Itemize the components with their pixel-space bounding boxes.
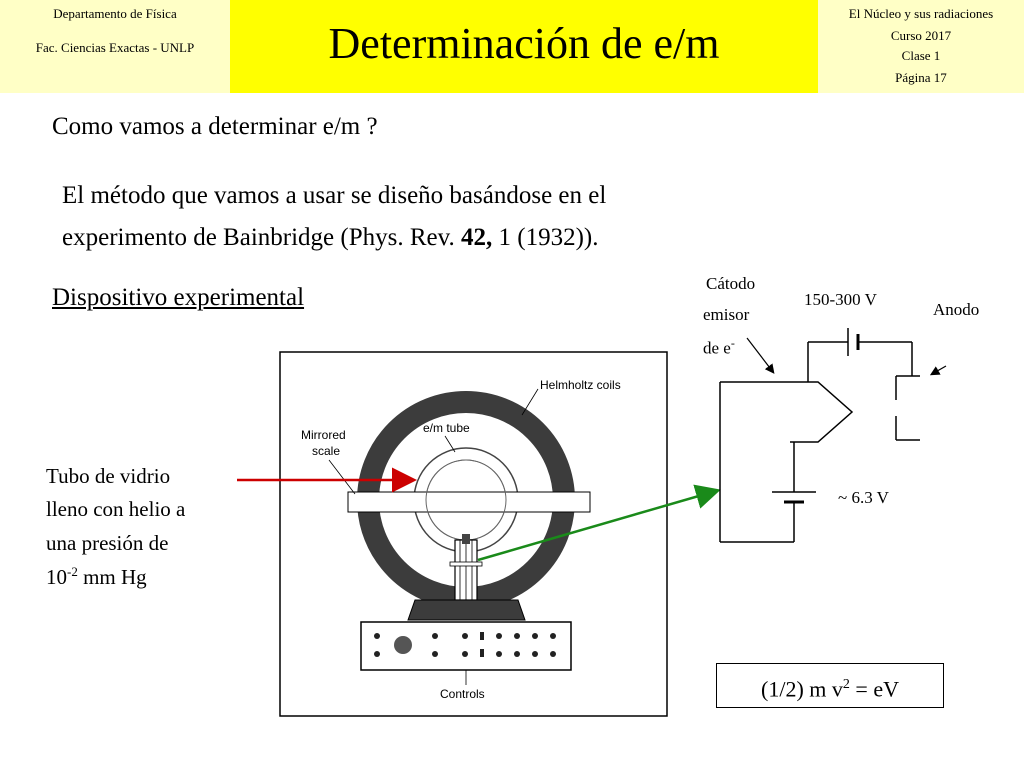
tube-note-line1: Tubo de vidrio — [46, 464, 171, 488]
control-panel — [361, 622, 571, 670]
cathode-label-line2: emisor — [703, 305, 750, 324]
header-course-name: El Núcleo y sus radiaciones — [848, 6, 994, 21]
mirrored-scale — [348, 492, 590, 512]
device-heading: Dispositivo experimental — [52, 284, 305, 311]
method-text-suffix: 1 (1932)). — [492, 224, 599, 251]
tube-note-line2: lleno con helio a — [46, 497, 186, 521]
pressure-exponent: -2 — [67, 564, 78, 579]
method-text-volume: 42, — [461, 224, 493, 251]
anode-pointer — [932, 366, 946, 374]
header-page-number: Página 17 — [895, 70, 947, 85]
header-class: Clase 1 — [901, 48, 941, 63]
apparatus-diagram — [280, 352, 667, 716]
mirrored-scale-label-line2: scale — [312, 444, 341, 458]
formula-exponent: 2 — [842, 677, 850, 692]
anode-label: Anodo — [933, 300, 980, 319]
pressure-base: 10 — [46, 565, 67, 589]
header-department: Departamento de Física — [53, 6, 177, 21]
question-text: Como vamos a determinar e/m ? — [52, 113, 378, 140]
cathode-label-line1: Cátodo — [706, 274, 756, 293]
low-voltage-label: ~ 6.3 V — [838, 488, 889, 507]
pressure-unit: mm Hg — [77, 565, 147, 589]
formula-suffix: = eV — [849, 676, 899, 702]
electron-label: de e — [703, 338, 731, 358]
header-course-year: Curso 2017 — [890, 28, 952, 43]
mirrored-scale-label-line1: Mirrored — [301, 428, 346, 442]
electron-charge: - — [730, 336, 735, 350]
method-text-prefix: experimento de Bainbridge (Phys. Rev. — [62, 224, 461, 251]
tube-note-line3: una presión de — [46, 531, 169, 555]
formula-prefix: (1/2) m v — [761, 676, 843, 702]
coil-stand — [408, 600, 525, 620]
em-tube-label: e/m tube — [423, 421, 470, 435]
high-voltage-label: 150-300 V — [804, 290, 877, 309]
cathode-pointer — [747, 338, 773, 372]
circuit-diagram — [720, 328, 920, 542]
method-text-line1: El método que vamos a usar se diseño basándose en el — [62, 182, 607, 209]
page-title: Determinación de e/m — [328, 19, 720, 68]
controls-label: Controls — [440, 687, 485, 701]
helmholtz-label: Helmholtz coils — [540, 378, 621, 392]
header-faculty: Fac. Ciencias Exactas - UNLP — [35, 40, 195, 55]
cathode-element — [720, 382, 852, 442]
